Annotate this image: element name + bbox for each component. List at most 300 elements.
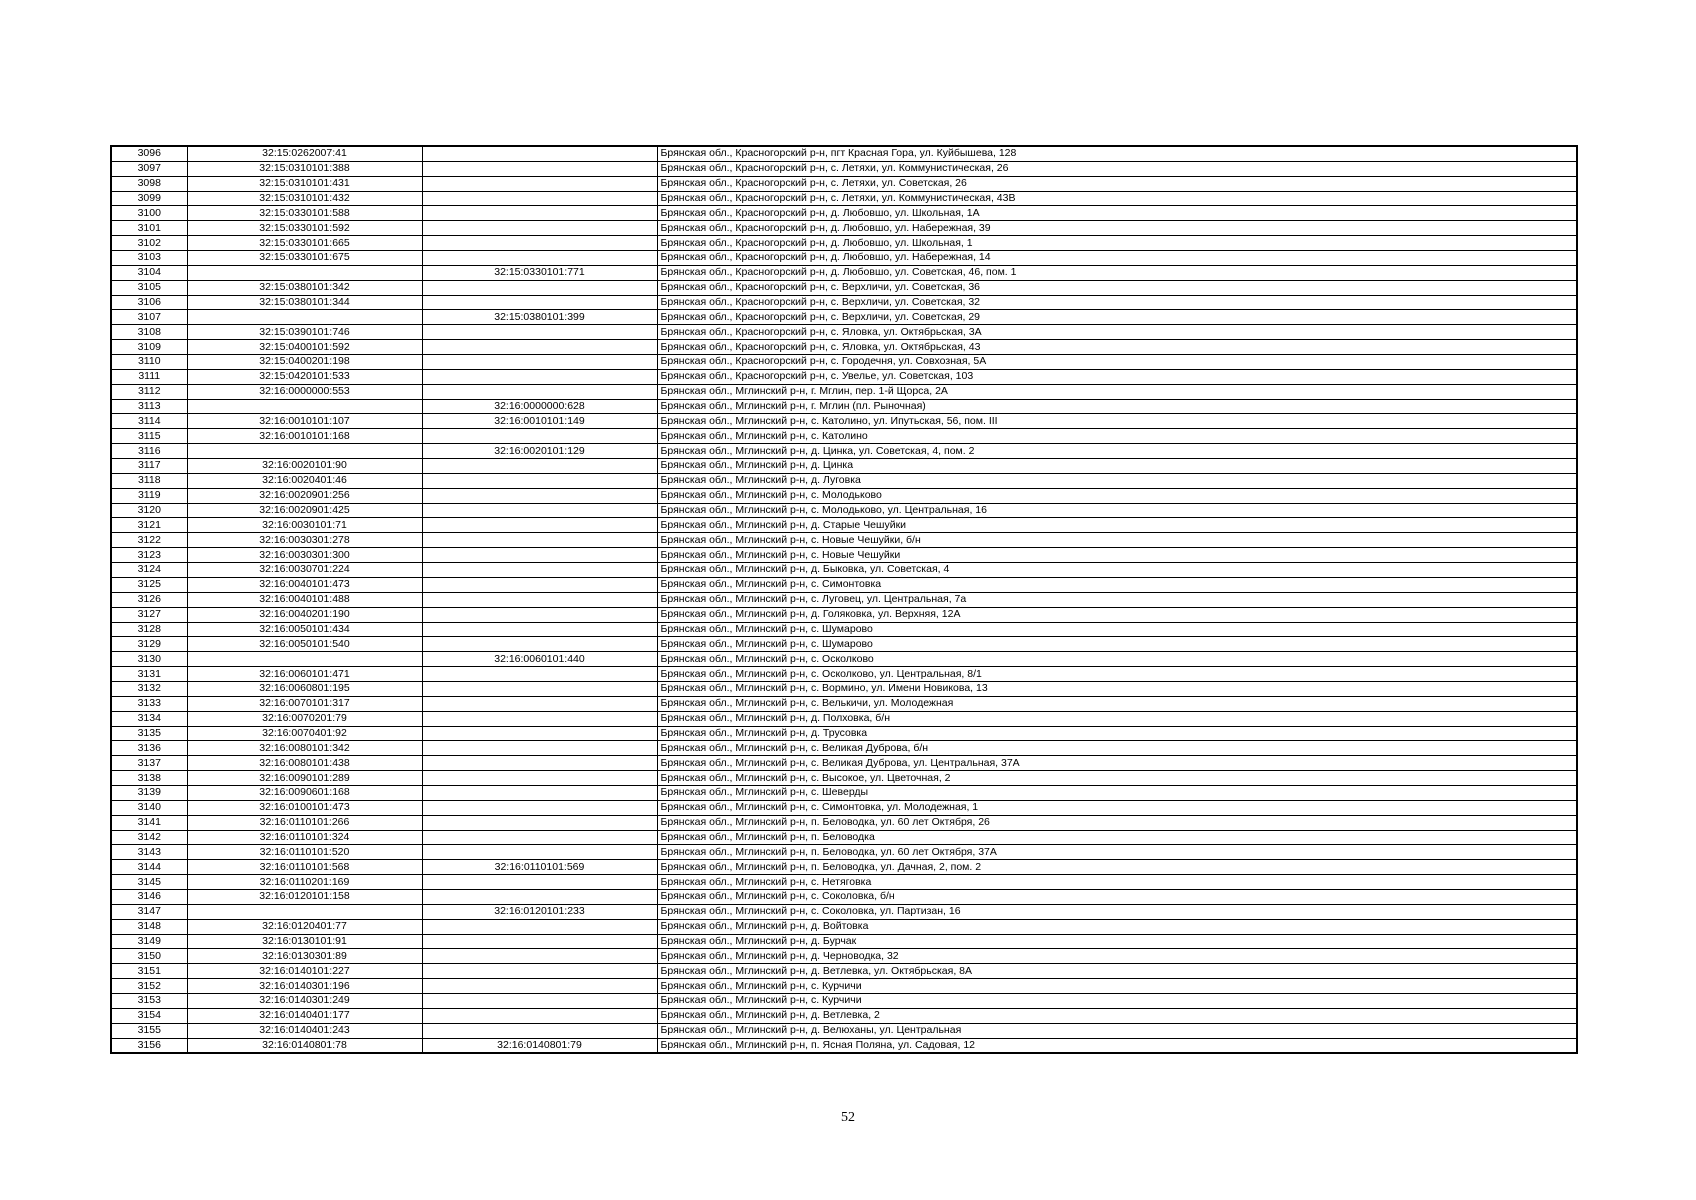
cadastral-number-cell: 32:16:0140101:227 — [187, 964, 422, 979]
address-cell: Брянская обл., Мглинский р-н, с. Велькичи, ул. Молодежная — [657, 696, 1577, 711]
cadastral-number-cell: 32:15:0330101:592 — [187, 221, 422, 236]
table-row — [111, 875, 1577, 890]
cadastral-number-cell: 32:16:0070401:92 — [187, 726, 422, 741]
row-number-cell: 3140 — [111, 800, 187, 815]
row-number-cell: 3110 — [111, 355, 187, 370]
table-row — [111, 146, 1577, 161]
cadastral-number-cell: 32:16:0030301:300 — [187, 548, 422, 563]
row-number-cell: 3139 — [111, 785, 187, 800]
table-row — [111, 236, 1577, 251]
row-number-cell: 3123 — [111, 548, 187, 563]
address-cell: Брянская обл., Мглинский р-н, г. Мглин, пер. 1-й Щорса, 2А — [657, 384, 1577, 399]
row-number-cell: 3099 — [111, 191, 187, 206]
cadastral-number-cell: 32:16:0100101:473 — [187, 800, 422, 815]
room-cadastral-number-cell — [422, 845, 657, 860]
address-cell: Брянская обл., Мглинский р-н, д. Войтовка — [657, 919, 1577, 934]
cadastral-number-cell: 32:15:0330101:665 — [187, 236, 422, 251]
cadastral-number-cell: 32:16:0070101:317 — [187, 696, 422, 711]
cadastral-number-cell: 32:16:0020901:425 — [187, 503, 422, 518]
table-row — [111, 949, 1577, 964]
room-cadastral-number-cell — [422, 667, 657, 682]
table-row — [111, 399, 1577, 414]
row-number-cell: 3106 — [111, 295, 187, 310]
row-number-cell: 3151 — [111, 964, 187, 979]
address-cell: Брянская обл., Мглинский р-н, с. Соколовка, б/н — [657, 889, 1577, 904]
cadastral-number-cell: 32:16:0000000:553 — [187, 384, 422, 399]
address-cell: Брянская обл., Мглинский р-н, с. Симонтовка, ул. Молодежная, 1 — [657, 800, 1577, 815]
address-cell: Брянская обл., Мглинский р-н, с. Шумарово — [657, 622, 1577, 637]
cadastral-number-cell: 32:16:0110101:266 — [187, 815, 422, 830]
table-row — [111, 592, 1577, 607]
cadastral-number-cell: 32:15:0380101:342 — [187, 280, 422, 295]
cadastral-number-cell: 32:16:0060801:195 — [187, 681, 422, 696]
address-cell: Брянская обл., Мглинский р-н, д. Цинка, ул. Советская, 4, пом. 2 — [657, 444, 1577, 459]
room-cadastral-number-cell — [422, 503, 657, 518]
table-row — [111, 964, 1577, 979]
room-cadastral-number-cell — [422, 369, 657, 384]
room-cadastral-number-cell — [422, 429, 657, 444]
table-row — [111, 1038, 1577, 1053]
cadastral-number-cell: 32:15:0400101:592 — [187, 340, 422, 355]
table-row — [111, 993, 1577, 1008]
room-cadastral-number-cell — [422, 949, 657, 964]
table-row — [111, 711, 1577, 726]
row-number-cell: 3153 — [111, 993, 187, 1008]
row-number-cell: 3125 — [111, 577, 187, 592]
address-cell: Брянская обл., Красногорский р-н, д. Любовшо, ул. Школьная, 1А — [657, 206, 1577, 221]
row-number-cell: 3115 — [111, 429, 187, 444]
row-number-cell: 3113 — [111, 399, 187, 414]
room-cadastral-number-cell — [422, 800, 657, 815]
table-row — [111, 860, 1577, 875]
table-row — [111, 577, 1577, 592]
cadastral-number-cell: 32:16:0010101:168 — [187, 429, 422, 444]
row-number-cell: 3100 — [111, 206, 187, 221]
cadastral-number-cell — [187, 904, 422, 919]
table-row — [111, 295, 1577, 310]
table-row — [111, 191, 1577, 206]
cadastral-number-cell: 32:15:0330101:675 — [187, 251, 422, 266]
row-number-cell: 3117 — [111, 459, 187, 474]
row-number-cell: 3142 — [111, 830, 187, 845]
room-cadastral-number-cell — [422, 146, 657, 161]
cadastral-number-cell — [187, 444, 422, 459]
row-number-cell: 3116 — [111, 444, 187, 459]
room-cadastral-number-cell — [422, 191, 657, 206]
table-row — [111, 815, 1577, 830]
table-row — [111, 1023, 1577, 1038]
table-row — [111, 533, 1577, 548]
room-cadastral-number-cell — [422, 637, 657, 652]
table-row — [111, 280, 1577, 295]
row-number-cell: 3118 — [111, 473, 187, 488]
cadastral-number-cell: 32:16:0030301:278 — [187, 533, 422, 548]
room-cadastral-number-cell — [422, 384, 657, 399]
row-number-cell: 3096 — [111, 146, 187, 161]
table-row — [111, 265, 1577, 280]
cadastral-number-cell: 32:16:0050101:540 — [187, 637, 422, 652]
cadastral-number-cell: 32:15:0310101:388 — [187, 161, 422, 176]
address-cell: Брянская обл., Мглинский р-н, п. Беловодка, ул. 60 лет Октября, 37А — [657, 845, 1577, 860]
address-cell: Брянская обл., Мглинский р-н, п. Беловодка, ул. Дачная, 2, пом. 2 — [657, 860, 1577, 875]
room-cadastral-number-cell: 32:16:0060101:440 — [422, 652, 657, 667]
table-row — [111, 667, 1577, 682]
cadastral-number-cell: 32:15:0262007:41 — [187, 146, 422, 161]
row-number-cell: 3105 — [111, 280, 187, 295]
table-row — [111, 889, 1577, 904]
row-number-cell: 3150 — [111, 949, 187, 964]
table-row — [111, 473, 1577, 488]
room-cadastral-number-cell — [422, 340, 657, 355]
room-cadastral-number-cell — [422, 696, 657, 711]
cadastral-number-cell: 32:16:0110101:520 — [187, 845, 422, 860]
row-number-cell: 3135 — [111, 726, 187, 741]
table-row — [111, 800, 1577, 815]
address-cell: Брянская обл., Красногорский р-н, д. Любовшо, ул. Советская, 46, пом. 1 — [657, 265, 1577, 280]
table-row — [111, 206, 1577, 221]
table-row — [111, 503, 1577, 518]
table-row — [111, 934, 1577, 949]
address-cell: Брянская обл., Мглинский р-н, с. Нетяговка — [657, 875, 1577, 890]
row-number-cell: 3126 — [111, 592, 187, 607]
room-cadastral-number-cell: 32:16:0020101:129 — [422, 444, 657, 459]
address-cell: Брянская обл., Красногорский р-н, с. Городечня, ул. Совхозная, 5А — [657, 355, 1577, 370]
room-cadastral-number-cell — [422, 622, 657, 637]
address-cell: Брянская обл., Мглинский р-н, с. Католино — [657, 429, 1577, 444]
table-row — [111, 414, 1577, 429]
row-number-cell: 3129 — [111, 637, 187, 652]
address-cell: Брянская обл., Мглинский р-н, д. Черноводка, 32 — [657, 949, 1577, 964]
table-row — [111, 444, 1577, 459]
row-number-cell: 3133 — [111, 696, 187, 711]
cadastral-number-cell: 32:16:0140401:243 — [187, 1023, 422, 1038]
table-row — [111, 310, 1577, 325]
address-cell: Брянская обл., Красногорский р-н, с. Яловка, ул. Октябрьская, 43 — [657, 340, 1577, 355]
cadastral-number-cell: 32:15:0380101:344 — [187, 295, 422, 310]
cadastral-number-cell — [187, 310, 422, 325]
address-cell: Брянская обл., Мглинский р-н, д. Быковка, ул. Советская, 4 — [657, 563, 1577, 578]
room-cadastral-number-cell — [422, 681, 657, 696]
table-row — [111, 785, 1577, 800]
room-cadastral-number-cell — [422, 473, 657, 488]
table-row — [111, 652, 1577, 667]
address-cell: Брянская обл., Мглинский р-н, с. Луговец, ул. Центральная, 7а — [657, 592, 1577, 607]
table-row — [111, 548, 1577, 563]
cadastral-number-cell: 32:15:0310101:431 — [187, 176, 422, 191]
room-cadastral-number-cell — [422, 741, 657, 756]
address-cell: Брянская обл., Красногорский р-н, д. Любовшо, ул. Школьная, 1 — [657, 236, 1577, 251]
room-cadastral-number-cell — [422, 711, 657, 726]
address-cell: Брянская обл., Мглинский р-н, д. Ветлевка, ул. Октябрьская, 8А — [657, 964, 1577, 979]
room-cadastral-number-cell — [422, 607, 657, 622]
table-row — [111, 845, 1577, 860]
address-cell: Брянская обл., Мглинский р-н, с. Осколково, ул. Центральная, 8/1 — [657, 667, 1577, 682]
address-cell: Брянская обл., Красногорский р-н, д. Любовшо, ул. Набережная, 14 — [657, 251, 1577, 266]
table-row — [111, 176, 1577, 191]
address-cell: Брянская обл., Красногорский р-н, с. Верхличи, ул. Советская, 32 — [657, 295, 1577, 310]
row-number-cell: 3120 — [111, 503, 187, 518]
cadastral-number-cell — [187, 265, 422, 280]
room-cadastral-number-cell: 32:15:0330101:771 — [422, 265, 657, 280]
row-number-cell: 3147 — [111, 904, 187, 919]
room-cadastral-number-cell — [422, 533, 657, 548]
row-number-cell: 3124 — [111, 563, 187, 578]
room-cadastral-number-cell — [422, 979, 657, 994]
address-cell: Брянская обл., Мглинский р-н, с. Новые Чешуйки — [657, 548, 1577, 563]
cadastral-number-cell: 32:16:0090101:289 — [187, 771, 422, 786]
room-cadastral-number-cell — [422, 518, 657, 533]
address-cell: Брянская обл., Красногорский р-н, с. Летяхи, ул. Коммунистическая, 43В — [657, 191, 1577, 206]
cadastral-number-cell: 32:16:0130101:91 — [187, 934, 422, 949]
room-cadastral-number-cell — [422, 756, 657, 771]
room-cadastral-number-cell — [422, 221, 657, 236]
cadastral-number-cell: 32:16:0040101:488 — [187, 592, 422, 607]
address-cell: Брянская обл., Красногорский р-н, с. Летяхи, ул. Коммунистическая, 26 — [657, 161, 1577, 176]
row-number-cell: 3143 — [111, 845, 187, 860]
row-number-cell: 3111 — [111, 369, 187, 384]
room-cadastral-number-cell — [422, 993, 657, 1008]
room-cadastral-number-cell — [422, 875, 657, 890]
room-cadastral-number-cell: 32:16:0120101:233 — [422, 904, 657, 919]
table-row — [111, 696, 1577, 711]
room-cadastral-number-cell — [422, 280, 657, 295]
cadastral-number-cell: 32:16:0080101:342 — [187, 741, 422, 756]
address-cell: Брянская обл., Мглинский р-н, д. Трусовка — [657, 726, 1577, 741]
room-cadastral-number-cell — [422, 592, 657, 607]
room-cadastral-number-cell — [422, 488, 657, 503]
address-cell: Брянская обл., Мглинский р-н, д. Старые Чешуйки — [657, 518, 1577, 533]
row-number-cell: 3101 — [111, 221, 187, 236]
address-cell: Брянская обл., Красногорский р-н, с. Яловка, ул. Октябрьская, 3А — [657, 325, 1577, 340]
row-number-cell: 3145 — [111, 875, 187, 890]
room-cadastral-number-cell: 32:16:0110101:569 — [422, 860, 657, 875]
room-cadastral-number-cell — [422, 771, 657, 786]
room-cadastral-number-cell — [422, 236, 657, 251]
cadastral-number-cell: 32:16:0040101:473 — [187, 577, 422, 592]
row-number-cell: 3119 — [111, 488, 187, 503]
table-row — [111, 726, 1577, 741]
row-number-cell: 3146 — [111, 889, 187, 904]
table-row — [111, 369, 1577, 384]
room-cadastral-number-cell — [422, 919, 657, 934]
row-number-cell: 3128 — [111, 622, 187, 637]
cadastral-number-cell: 32:16:0090601:168 — [187, 785, 422, 800]
address-cell: Брянская обл., Мглинский р-н, с. Высокое, ул. Цветочная, 2 — [657, 771, 1577, 786]
room-cadastral-number-cell — [422, 459, 657, 474]
address-cell: Брянская обл., Мглинский р-н, д. Полховка, б/н — [657, 711, 1577, 726]
table-row — [111, 904, 1577, 919]
room-cadastral-number-cell — [422, 934, 657, 949]
table-row — [111, 563, 1577, 578]
cadastral-number-cell: 32:16:0070201:79 — [187, 711, 422, 726]
cadastral-number-cell: 32:16:0130301:89 — [187, 949, 422, 964]
table-row — [111, 325, 1577, 340]
cadastral-number-cell: 32:16:0040201:190 — [187, 607, 422, 622]
cadastral-number-cell: 32:16:0030101:71 — [187, 518, 422, 533]
address-cell: Брянская обл., Красногорский р-н, с. Увелье, ул. Советская, 103 — [657, 369, 1577, 384]
table-row — [111, 622, 1577, 637]
table-row — [111, 979, 1577, 994]
cadastral-number-cell: 32:16:0110101:324 — [187, 830, 422, 845]
cadastral-number-cell: 32:15:0390101:746 — [187, 325, 422, 340]
cadastral-number-cell: 32:16:0020901:256 — [187, 488, 422, 503]
row-number-cell: 3132 — [111, 681, 187, 696]
row-number-cell: 3108 — [111, 325, 187, 340]
address-cell: Брянская обл., Мглинский р-н, с. Католино, ул. Ипутьская, 56, пом. III — [657, 414, 1577, 429]
table-row — [111, 1008, 1577, 1023]
row-number-cell: 3152 — [111, 979, 187, 994]
cadastral-number-cell: 32:15:0330101:588 — [187, 206, 422, 221]
address-cell: Брянская обл., Красногорский р-н, пгт Красная Гора, ул. Куйбышева, 128 — [657, 146, 1577, 161]
room-cadastral-number-cell — [422, 548, 657, 563]
table-row — [111, 681, 1577, 696]
table-row — [111, 518, 1577, 533]
table-row — [111, 459, 1577, 474]
cadastral-number-cell: 32:15:0400201:198 — [187, 355, 422, 370]
table-row — [111, 384, 1577, 399]
room-cadastral-number-cell — [422, 1008, 657, 1023]
row-number-cell: 3112 — [111, 384, 187, 399]
room-cadastral-number-cell — [422, 577, 657, 592]
address-cell: Брянская обл., Мглинский р-н, с. Осколково — [657, 652, 1577, 667]
table-row — [111, 830, 1577, 845]
address-cell: Брянская обл., Мглинский р-н, с. Курчичи — [657, 993, 1577, 1008]
address-cell: Брянская обл., Мглинский р-н, с. Шумарово — [657, 637, 1577, 652]
row-number-cell: 3141 — [111, 815, 187, 830]
address-cell: Брянская обл., Мглинский р-н, п. Ясная Поляна, ул. Садовая, 12 — [657, 1038, 1577, 1053]
cadastral-number-cell: 32:16:0140801:78 — [187, 1038, 422, 1053]
row-number-cell: 3148 — [111, 919, 187, 934]
cadastral-number-cell: 32:15:0420101:533 — [187, 369, 422, 384]
row-number-cell: 3098 — [111, 176, 187, 191]
table-row — [111, 771, 1577, 786]
address-cell: Брянская обл., Мглинский р-н, с. Шеверды — [657, 785, 1577, 800]
registry-table — [110, 145, 1578, 1054]
row-number-cell: 3138 — [111, 771, 187, 786]
room-cadastral-number-cell — [422, 563, 657, 578]
row-number-cell: 3103 — [111, 251, 187, 266]
address-cell: Брянская обл., Мглинский р-н, с. Курчичи — [657, 979, 1577, 994]
row-number-cell: 3136 — [111, 741, 187, 756]
room-cadastral-number-cell — [422, 161, 657, 176]
cadastral-number-cell: 32:16:0140301:249 — [187, 993, 422, 1008]
room-cadastral-number-cell — [422, 176, 657, 191]
table-row — [111, 488, 1577, 503]
address-cell: Брянская обл., Мглинский р-н, г. Мглин (пл. Рыночная) — [657, 399, 1577, 414]
cadastral-number-cell: 32:16:0140401:177 — [187, 1008, 422, 1023]
table-row — [111, 637, 1577, 652]
cadastral-number-cell — [187, 399, 422, 414]
room-cadastral-number-cell — [422, 830, 657, 845]
address-cell: Брянская обл., Мглинский р-н, п. Беловодка, ул. 60 лет Октября, 26 — [657, 815, 1577, 830]
address-cell: Брянская обл., Мглинский р-н, с. Молодьково, ул. Центральная, 16 — [657, 503, 1577, 518]
row-number-cell: 3156 — [111, 1038, 187, 1053]
table-row — [111, 161, 1577, 176]
address-cell: Брянская обл., Мглинский р-н, д. Голяковка, ул. Верхняя, 12А — [657, 607, 1577, 622]
row-number-cell: 3122 — [111, 533, 187, 548]
room-cadastral-number-cell: 32:16:0140801:79 — [422, 1038, 657, 1053]
address-cell: Брянская обл., Красногорский р-н, с. Летяхи, ул. Советская, 26 — [657, 176, 1577, 191]
address-cell: Брянская обл., Мглинский р-н, с. Симонтовка — [657, 577, 1577, 592]
page-number: 52 — [841, 1110, 855, 1125]
table-row — [111, 355, 1577, 370]
row-number-cell: 3149 — [111, 934, 187, 949]
address-cell: Брянская обл., Мглинский р-н, с. Новые Чешуйки, б/н — [657, 533, 1577, 548]
row-number-cell: 3109 — [111, 340, 187, 355]
cadastral-number-cell: 32:16:0060101:471 — [187, 667, 422, 682]
cadastral-number-cell: 32:16:0110201:169 — [187, 875, 422, 890]
row-number-cell: 3130 — [111, 652, 187, 667]
cadastral-number-cell: 32:16:0120401:77 — [187, 919, 422, 934]
row-number-cell: 3104 — [111, 265, 187, 280]
address-cell: Брянская обл., Мглинский р-н, д. Ветлевка, 2 — [657, 1008, 1577, 1023]
address-cell: Брянская обл., Мглинский р-н, д. Цинка — [657, 459, 1577, 474]
row-number-cell: 3127 — [111, 607, 187, 622]
address-cell: Брянская обл., Мглинский р-н, д. Бурчак — [657, 934, 1577, 949]
row-number-cell: 3121 — [111, 518, 187, 533]
cadastral-number-cell: 32:16:0030701:224 — [187, 563, 422, 578]
row-number-cell: 3107 — [111, 310, 187, 325]
row-number-cell: 3102 — [111, 236, 187, 251]
row-number-cell: 3131 — [111, 667, 187, 682]
table-row — [111, 429, 1577, 444]
row-number-cell: 3137 — [111, 756, 187, 771]
address-cell: Брянская обл., Красногорский р-н, д. Любовшо, ул. Набережная, 39 — [657, 221, 1577, 236]
registry-table-body — [111, 146, 1577, 1053]
address-cell: Брянская обл., Мглинский р-н, с. Соколовка, ул. Партизан, 16 — [657, 904, 1577, 919]
address-cell: Брянская обл., Красногорский р-н, с. Верхличи, ул. Советская, 29 — [657, 310, 1577, 325]
room-cadastral-number-cell: 32:16:0010101:149 — [422, 414, 657, 429]
table-row — [111, 919, 1577, 934]
room-cadastral-number-cell — [422, 251, 657, 266]
row-number-cell: 3155 — [111, 1023, 187, 1038]
row-number-cell: 3154 — [111, 1008, 187, 1023]
room-cadastral-number-cell — [422, 815, 657, 830]
address-cell: Брянская обл., Мглинский р-н, с. Великая Дуброва, ул. Центральная, 37А — [657, 756, 1577, 771]
room-cadastral-number-cell — [422, 325, 657, 340]
room-cadastral-number-cell — [422, 355, 657, 370]
room-cadastral-number-cell — [422, 889, 657, 904]
address-cell: Брянская обл., Мглинский р-н, с. Вормино, ул. Имени Новикова, 13 — [657, 681, 1577, 696]
table-row — [111, 607, 1577, 622]
table-row — [111, 251, 1577, 266]
address-cell: Брянская обл., Мглинский р-н, с. Великая Дуброва, б/н — [657, 741, 1577, 756]
cadastral-number-cell: 32:16:0140301:196 — [187, 979, 422, 994]
room-cadastral-number-cell — [422, 785, 657, 800]
table-row — [111, 340, 1577, 355]
address-cell: Брянская обл., Мглинский р-н, д. Велюханы, ул. Центральная — [657, 1023, 1577, 1038]
cadastral-number-cell: 32:16:0050101:434 — [187, 622, 422, 637]
room-cadastral-number-cell — [422, 206, 657, 221]
room-cadastral-number-cell: 32:16:0000000:628 — [422, 399, 657, 414]
room-cadastral-number-cell — [422, 1023, 657, 1038]
cadastral-number-cell: 32:15:0310101:432 — [187, 191, 422, 206]
cadastral-number-cell — [187, 652, 422, 667]
cadastral-number-cell: 32:16:0110101:568 — [187, 860, 422, 875]
address-cell: Брянская обл., Мглинский р-н, с. Молодьково — [657, 488, 1577, 503]
address-cell: Брянская обл., Мглинский р-н, п. Беловодка — [657, 830, 1577, 845]
row-number-cell: 3144 — [111, 860, 187, 875]
address-cell: Брянская обл., Красногорский р-н, с. Верхличи, ул. Советская, 36 — [657, 280, 1577, 295]
room-cadastral-number-cell — [422, 726, 657, 741]
row-number-cell: 3134 — [111, 711, 187, 726]
table-row — [111, 221, 1577, 236]
cadastral-number-cell: 32:16:0080101:438 — [187, 756, 422, 771]
table-row — [111, 756, 1577, 771]
room-cadastral-number-cell — [422, 295, 657, 310]
row-number-cell: 3114 — [111, 414, 187, 429]
table-row — [111, 741, 1577, 756]
